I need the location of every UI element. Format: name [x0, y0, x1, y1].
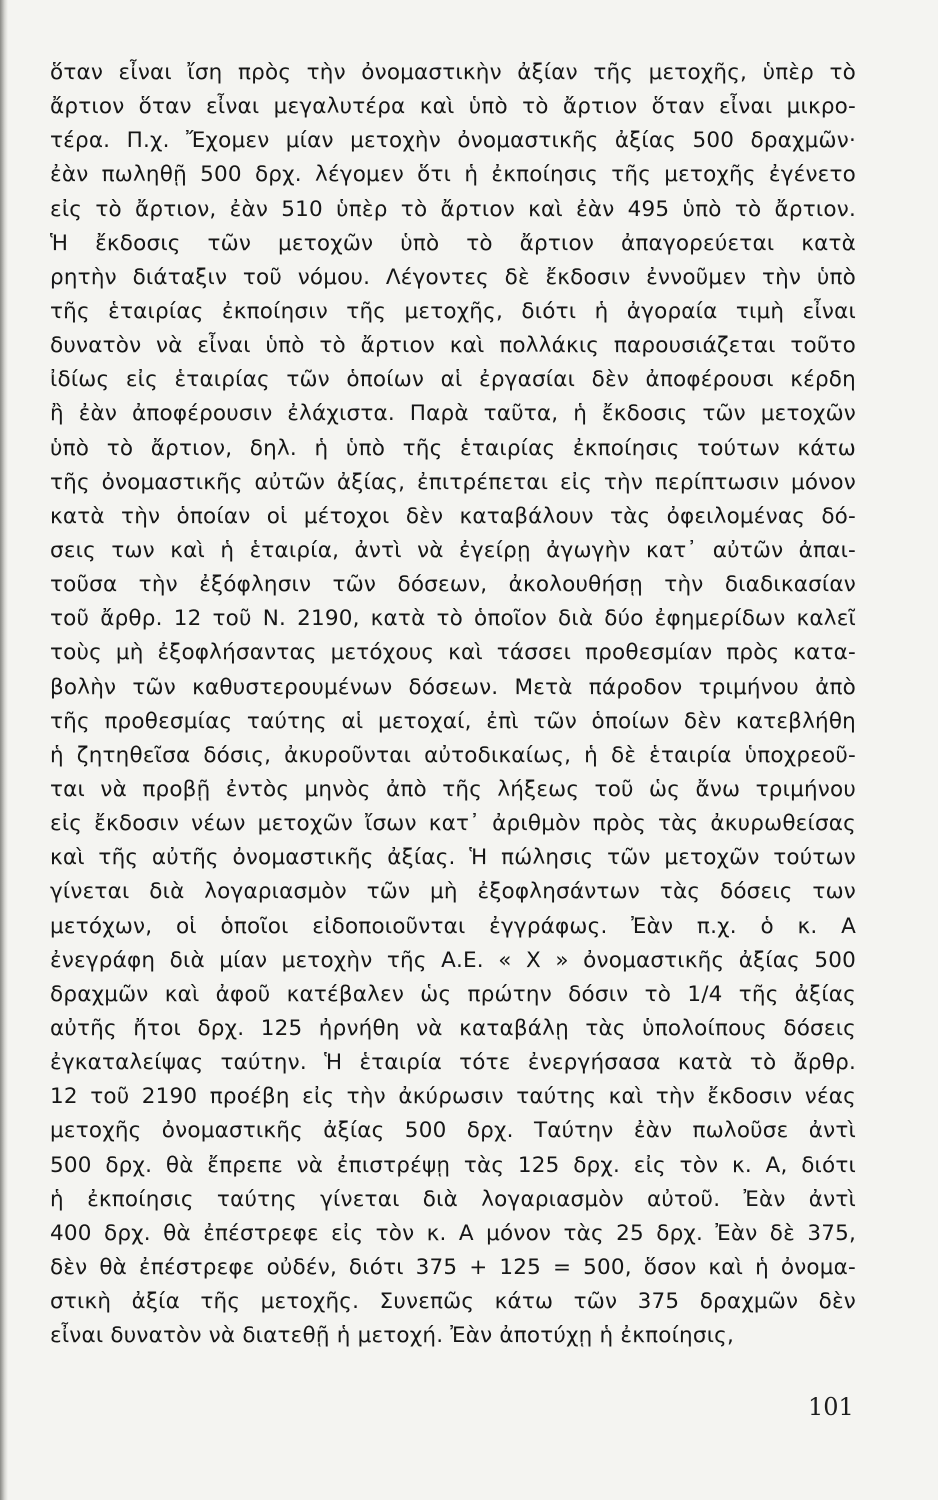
text-line: Ἡ ἔκδοσις τῶν μετοχῶν ὑπὸ τὸ ἄρτιον ἀπαγορεύεται κατὰ — [50, 230, 856, 256]
text-line: ἰδίως εἰς ἑταιρίας τῶν ὁποίων αἱ ἐργασίαι δὲν ἀποφέρουσι κέρδη — [50, 367, 856, 393]
text-line: τῆς ὀνομαστικῆς αὐτῶν ἀξίας, ἐπιτρέπεται εἰς τὴν περίπτωσιν μόνον — [50, 469, 856, 495]
text-line: ἢ ἐὰν ἀποφέρουσιν ἐλάχιστα. Παρὰ ταῦτα, ἡ ἔκδοσις τῶν μετοχῶν — [50, 401, 856, 427]
text-line: δὲν θὰ ἐπέστρεφε οὐδέν, διότι 375 + 125 = 500, ὅσον καὶ ἡ ὀνομα- — [50, 1254, 856, 1280]
text-line: τοῦσα τὴν ἐξόφλησιν τῶν δόσεων, ἀκολουθήσῃ τὴν διαδικασίαν — [50, 572, 856, 598]
text-line: ται νὰ προβῇ ἐντὸς μηνὸς ἀπὸ τῆς λήξεως τοῦ ὡς ἄνω τριμήνου — [50, 776, 856, 802]
text-line: 12 τοῦ 2190 προέβη εἰς τὴν ἀκύρωσιν ταύτης καὶ τὴν ἔκδοσιν νέας — [50, 1084, 856, 1110]
text-line: ἐὰν πωληθῇ 500 δρχ. λέγομεν ὅτι ἡ ἐκποίησις τῆς μετοχῆς ἐγένετο — [50, 162, 856, 188]
text-line: στικὴ ἀξία τῆς μετοχῆς. Συνεπῶς κάτω τῶν 375 δραχμῶν δὲν — [50, 1289, 856, 1315]
text-line: ἡ ζητηθεῖσα δόσις, ἀκυροῦνται αὐτοδικαίως, ἡ δὲ ἑταιρία ὑποχρεοῦ- — [50, 742, 856, 768]
text-line: τοῦ ἄρθρ. 12 τοῦ Ν. 2190, κατὰ τὸ ὁποῖον διὰ δύο ἐφημερίδων καλεῖ — [50, 606, 856, 632]
text-line: αὐτῆς ἤτοι δρχ. 125 ἠρνήθη νὰ καταβάλῃ τὰς ὑπολοίπους δόσεις — [50, 1015, 856, 1041]
text-line: ὑπὸ τὸ ἄρτιον, δηλ. ἡ ὑπὸ τῆς ἑταιρίας ἐκποίησις τούτων κάτω — [50, 435, 856, 461]
text-line: μετόχων, οἱ ὁποῖοι εἰδοποιοῦνται ἐγγράφως. Ἐὰν π.χ. ὁ κ. Α — [50, 913, 856, 939]
page-number: 101 — [808, 1393, 854, 1421]
text-line: ὅταν εἶναι ἴση πρὸς τὴν ὀνομαστικὴν ἀξίαν τῆς μετοχῆς, ὑπὲρ τὸ — [50, 60, 856, 85]
page-binding-edge — [0, 0, 8, 1500]
text-line: βολὴν τῶν καθυστερουμένων δόσεων. Μετὰ πάροδον τριμήνου ἀπὸ — [50, 674, 856, 700]
text-line: σεις των καὶ ἡ ἑταιρία, ἀντὶ νὰ ἐγείρῃ ἀγωγὴν κατ᾽ αὐτῶν ἀπαι- — [50, 537, 856, 563]
text-line: 500 δρχ. θὰ ἔπρεπε νὰ ἐπιστρέψῃ τὰς 125 δρχ. εἰς τὸν κ. Α, διότι — [50, 1152, 856, 1178]
text-line: δυνατὸν νὰ εἶναι ὑπὸ τὸ ἄρτιον καὶ πολλάκις παρουσιάζεται τοῦτο — [50, 333, 856, 359]
text-line: ἡ ἐκποίησις ταύτης γίνεται διὰ λογαριασμὸν αὐτοῦ. Ἐὰν ἀντὶ — [50, 1186, 856, 1212]
text-line: τῆς ἑταιρίας ἐκποίησιν τῆς μετοχῆς, διότι ἡ ἀγοραία τιμὴ εἶναι — [50, 298, 856, 324]
text-line: εἶναι δυνατὸν νὰ διατεθῇ ἡ μετοχή. Ἐὰν ἀποτύχῃ ἡ ἐκποίησις, — [50, 1323, 735, 1349]
text-line: μετοχῆς ὀνομαστικῆς ἀξίας 500 δρχ. Ταύτην ἐὰν πωλοῦσε ἀντὶ — [50, 1118, 856, 1144]
text-line: γίνεται διὰ λογαριασμὸν τῶν μὴ ἐξοφλησάντων τὰς δόσεις των — [50, 879, 856, 905]
text-line: εἰς ἔκδοσιν νέων μετοχῶν ἴσων κατ᾽ ἀριθμὸν πρὸς τὰς ἀκυρωθείσας — [50, 811, 856, 837]
text-line: ρητὴν διάταξιν τοῦ νόμου. Λέγοντες δὲ ἔκδοσιν ἐννοῦμεν τὴν ὑπὸ — [50, 264, 856, 290]
text-line: δραχμῶν καὶ ἀφοῦ κατέβαλεν ὡς πρώτην δόσιν τὸ 1/4 τῆς ἀξίας — [50, 981, 856, 1007]
text-line: 400 δρχ. θὰ ἐπέστρεφε εἰς τὸν κ. Α μόνον τὰς 25 δρχ. Ἐὰν δὲ 375, — [50, 1220, 856, 1246]
text-line: τοὺς μὴ ἐξοφλήσαντας μετόχους καὶ τάσσει προθεσμίαν πρὸς κατα- — [50, 640, 856, 666]
text-line: τέρα. Π.χ. Ἔχομεν μίαν μετοχὴν ὀνομαστικῆς ἀξίας 500 δραχμῶν· — [50, 128, 856, 154]
text-line: εἰς τὸ ἄρτιον, ἐὰν 510 ὑπὲρ τὸ ἄρτιον καὶ ἐὰν 495 ὑπὸ τὸ ἄρτιον. — [50, 196, 856, 222]
text-line: τῆς προθεσμίας ταύτης αἱ μετοχαί, ἐπὶ τῶν ὁποίων δὲν κατεβλήθη — [50, 708, 856, 734]
text-line: κατὰ τὴν ὁποίαν οἱ μέτοχοι δὲν καταβάλουν τὰς ὀφειλομένας δό- — [50, 503, 856, 529]
text-line: ἐνεγράφη διὰ μίαν μετοχὴν τῆς Α.Ε. « Χ » ὀνομαστικῆς ἀξίας 500 — [50, 947, 856, 973]
text-line: ἐγκαταλείψας ταύτην. Ἡ ἑταιρία τότε ἐνεργήσασα κατὰ τὸ ἄρθρ. — [50, 1050, 856, 1076]
body-text — [50, 56, 856, 1353]
text-line: ἄρτιον ὅταν εἶναι μεγαλυτέρα καὶ ὑπὸ τὸ ἄρτιον ὅταν εἶναι μικρο- — [50, 94, 856, 120]
text-line: καὶ τῆς αὐτῆς ὀνομαστικῆς ἀξίας. Ἡ πώλησις τῶν μετοχῶν τούτων — [50, 845, 856, 871]
